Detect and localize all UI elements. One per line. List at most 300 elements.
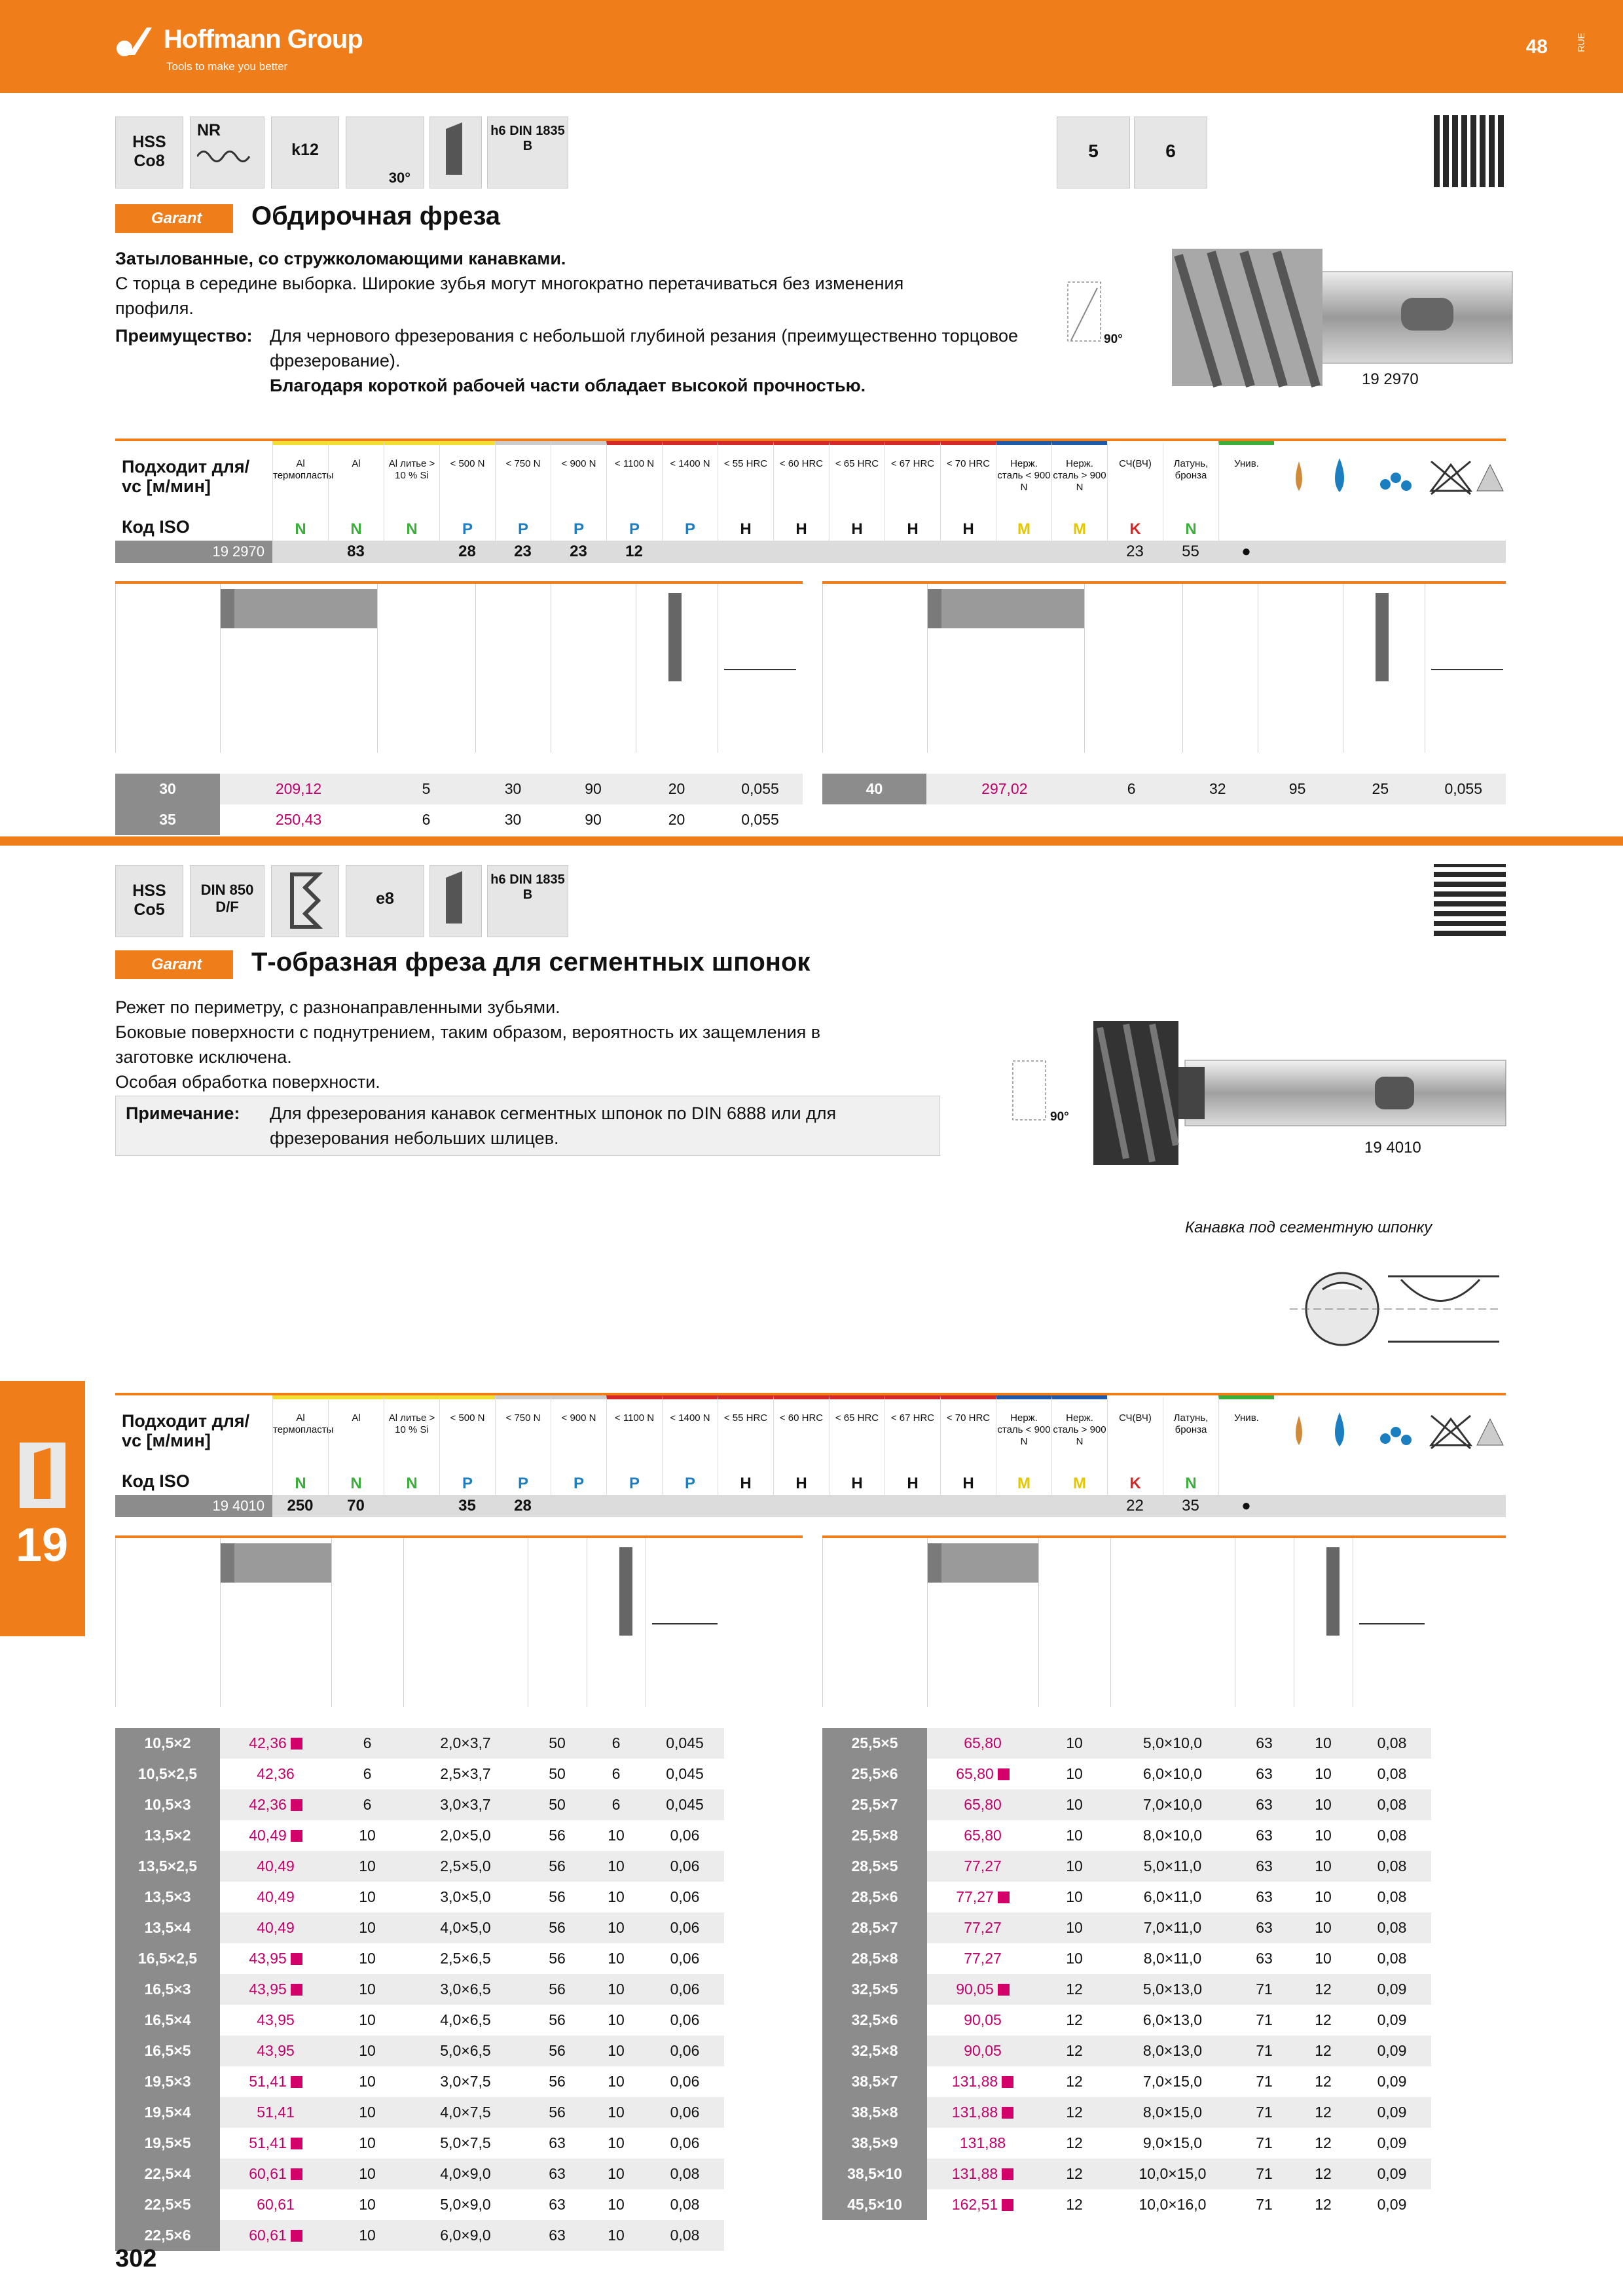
cell-text: 12 — [1066, 2104, 1083, 2121]
profile-nr-icon — [190, 117, 264, 188]
cell-text: 0,08 — [1377, 1765, 1407, 1782]
cell-text: 0,09 — [1377, 2196, 1407, 2213]
iso-code: H — [851, 520, 863, 538]
advantage-text: Для чернового фрезерования с небольшой глубиной резания (преимущественно торцовое фрезерование). — [270, 326, 1019, 370]
material-values-2 — [272, 1495, 1506, 1517]
price-cell — [220, 2097, 331, 2128]
price-cell — [927, 1912, 1038, 1943]
article-number — [220, 589, 377, 628]
cell-text: 32,5×8 — [851, 2042, 898, 2059]
material-value: 28 — [458, 543, 476, 560]
cell-text: 19,5×5 — [144, 2134, 191, 2151]
value-cell — [528, 1943, 587, 1974]
value-cell — [403, 1974, 528, 2005]
section-number: 19 — [16, 1519, 69, 1571]
cell-text: 56 — [549, 1888, 566, 1905]
cell-text: 0,06 — [670, 1950, 700, 1967]
cell-text: 13,5×2,5 — [137, 1857, 198, 1874]
price-cell — [927, 1728, 1038, 1759]
teeth-5-icon: 5 — [1057, 117, 1130, 188]
dimension-cell — [115, 2036, 220, 2066]
value-cell — [1235, 1759, 1294, 1789]
value-cell — [646, 1974, 724, 2005]
cell-text: 0,06 — [670, 1981, 700, 1998]
material-name: Al — [352, 1412, 361, 1424]
cell-text: 0,055 — [1444, 780, 1483, 797]
cell-text: 0,06 — [670, 1827, 700, 1844]
cell-text: 2,5×6,5 — [440, 1950, 491, 1967]
value-cell — [528, 1882, 587, 1912]
cell-text: 63 — [1256, 1796, 1273, 1813]
cell-text: 0,09 — [1377, 2073, 1407, 2090]
cell-text: 63 — [549, 2165, 566, 2182]
value-cell — [1110, 1728, 1235, 1759]
price-cell — [927, 1974, 1038, 2005]
material-value: 55 — [1182, 543, 1199, 560]
table-row — [822, 2097, 1431, 2128]
material-value: 70 — [347, 1497, 365, 1515]
value-cell — [1294, 1912, 1353, 1943]
cell-text: 10 — [359, 1919, 376, 1936]
material-value — [884, 541, 940, 563]
value-cell — [646, 2189, 724, 2220]
value-cell — [587, 2159, 646, 2189]
value-cell — [1038, 1943, 1110, 1974]
value-cell — [403, 2005, 528, 2036]
cell-text: 16,5×4 — [144, 2011, 191, 2028]
garant-logo: Garant — [115, 204, 233, 233]
iso-code: N — [1185, 1475, 1197, 1492]
twk-label — [927, 1543, 941, 1583]
material-name: < 1100 N — [614, 1412, 655, 1424]
cell-text: 40,49 — [257, 1919, 295, 1936]
cell-text: 71 — [1256, 2011, 1273, 2028]
cell-text: 7,0×10,0 — [1142, 1796, 1203, 1813]
cell-text: 12 — [1066, 2011, 1083, 2028]
value-cell — [1235, 1974, 1294, 2005]
cell-text: 13,5×3 — [144, 1888, 191, 1905]
cell-text: 10 — [359, 2104, 376, 2121]
cell-text: 0,045 — [666, 1765, 704, 1782]
cell-text: 0,09 — [1377, 1981, 1407, 1998]
slot-caption: Канавка под сегментную шпонку — [1185, 1219, 1432, 1236]
dimension-cell — [822, 2159, 927, 2189]
column-separator — [822, 584, 823, 753]
value-cell — [587, 2220, 646, 2251]
cell-text: 0,06 — [670, 2042, 700, 2059]
cell-text: 38,5×10 — [847, 2165, 902, 2182]
cell-text: 0,09 — [1377, 2134, 1407, 2151]
availability-marker-icon — [1002, 2168, 1013, 2180]
table-row — [115, 1789, 724, 1820]
dimension-cell — [822, 1912, 927, 1943]
price-cell — [927, 1789, 1038, 1820]
value-cell — [528, 2097, 587, 2128]
cell-text: 63 — [1256, 1827, 1273, 1844]
value-cell — [1294, 1759, 1353, 1789]
fz-condition — [652, 1623, 718, 1624]
product2-table-right — [822, 1535, 1506, 2220]
table-row — [822, 2189, 1431, 2220]
value-cell — [1353, 1974, 1431, 2005]
value-cell — [1110, 1759, 1235, 1789]
matrix-label-2: Подходит для/ vc [м/мин] — [122, 1411, 250, 1450]
fz-condition — [1431, 669, 1503, 670]
table-header — [115, 1535, 803, 1704]
column-separator — [1038, 1538, 1039, 1707]
cell-text: 56 — [549, 1981, 566, 1998]
iso-code: P — [684, 520, 695, 538]
material-column — [1218, 441, 1274, 541]
advantage-label: Преимущество: — [115, 326, 253, 346]
value-cell — [377, 804, 475, 835]
table-row — [822, 2005, 1431, 2036]
cell-text: 6 — [1127, 780, 1136, 797]
cell-text: 4,0×7,5 — [440, 2104, 491, 2121]
iso-code: H — [851, 1475, 863, 1492]
value-cell — [1038, 2005, 1110, 2036]
dimension-cell — [115, 2159, 220, 2189]
value-cell — [1340, 774, 1421, 804]
column-separator — [822, 1538, 823, 1707]
product2-title: Т-образная фреза для сегментных шпонок — [251, 948, 811, 977]
value-cell — [1110, 1882, 1235, 1912]
value-cell — [1294, 2189, 1353, 2220]
price-cell — [927, 2159, 1038, 2189]
material-name: < 55 HRC — [723, 458, 768, 469]
material-value — [884, 1495, 940, 1517]
availability-marker-icon — [998, 1892, 1010, 1903]
cell-text: 56 — [549, 2042, 566, 2059]
cell-text: 10 — [608, 1981, 625, 1998]
cell-text: 0,055 — [741, 780, 779, 797]
value-cell — [528, 2189, 587, 2220]
material-column — [1218, 1395, 1274, 1495]
cell-text: 0,09 — [1377, 2104, 1407, 2121]
cell-text: 5,0×6,5 — [440, 2042, 491, 2059]
cell-text: 0,06 — [670, 2011, 700, 2028]
value-cell — [636, 804, 718, 835]
cell-text: 10 — [608, 2134, 625, 2151]
cell-text: 71 — [1256, 2042, 1273, 2059]
cell-text: 35 — [159, 811, 176, 828]
unit-row — [115, 750, 803, 774]
cell-text: 0,08 — [1377, 1919, 1407, 1936]
value-cell — [331, 1759, 403, 1789]
iso-code: M — [1073, 1475, 1086, 1492]
teeth-6-icon: 6 — [1134, 117, 1207, 188]
availability-marker-icon — [1002, 2107, 1013, 2119]
cell-text: 28,5×7 — [851, 1919, 898, 1936]
cell-text: 250,43 — [275, 811, 322, 828]
cell-text: 56 — [549, 1857, 566, 1874]
cell-text: 22,5×5 — [144, 2196, 191, 2213]
value-cell — [403, 1728, 528, 1759]
advantage-bold-text: Благодаря короткой рабочей части обладает высокой прочностью. — [270, 376, 866, 395]
value-cell — [1353, 1789, 1431, 1820]
cell-text: 10,5×2,5 — [137, 1765, 198, 1782]
table-row — [822, 2066, 1431, 2097]
price-cell — [220, 1851, 331, 1882]
cell-text: 10 — [359, 1981, 376, 1998]
iso-code: H — [795, 1475, 807, 1492]
value-cell — [1110, 1789, 1235, 1820]
article-number — [927, 589, 1084, 628]
product2-image-code: 19 4010 — [1364, 1139, 1421, 1157]
material-name: < 60 HRC — [779, 458, 824, 469]
cell-text: 10 — [608, 1950, 625, 1967]
material-name: < 900 N — [561, 458, 596, 469]
material-value — [773, 1495, 829, 1517]
cell-text: 10 — [359, 1888, 376, 1905]
value-cell — [646, 1759, 724, 1789]
cell-text: 0,09 — [1377, 2165, 1407, 2182]
material-value — [773, 541, 829, 563]
value-cell — [331, 1789, 403, 1820]
material-name: < 60 HRC — [779, 1412, 824, 1424]
cell-text: 56 — [549, 1827, 566, 1844]
value-cell — [1110, 1974, 1235, 2005]
value-cell — [528, 2066, 587, 2097]
material-name: Al литье > 10 % Si — [388, 458, 435, 481]
cell-text: 0,06 — [670, 1888, 700, 1905]
table-row — [822, 2036, 1431, 2066]
material-value — [551, 1495, 606, 1517]
material-value: 35 — [1182, 1497, 1199, 1515]
value-cell — [528, 1728, 587, 1759]
cell-text: 10 — [359, 2134, 376, 2151]
value-cell — [1180, 774, 1255, 804]
cell-text: 13,5×4 — [144, 1919, 191, 1936]
material-value — [940, 1495, 996, 1517]
value-cell — [646, 1912, 724, 1943]
shank-drawing-icon — [613, 1547, 639, 1639]
value-cell — [377, 774, 475, 804]
price-cell — [927, 1820, 1038, 1851]
availability-marker-icon — [291, 1984, 302, 1996]
material-column — [439, 441, 495, 541]
value-cell — [403, 2128, 528, 2159]
iso-code: K — [1129, 1475, 1141, 1492]
cell-text: 6,0×11,0 — [1143, 1888, 1202, 1905]
dimension-cell — [822, 2005, 927, 2036]
dimension-cell — [822, 1728, 927, 1759]
cell-text: 6,0×10,0 — [1142, 1765, 1203, 1782]
material-column — [606, 1395, 662, 1495]
cell-text: 7,0×11,0 — [1143, 1919, 1202, 1936]
cell-text: 2,0×3,7 — [440, 1734, 491, 1751]
material-column — [1107, 1395, 1163, 1495]
shank-h6-label: h6 DIN 1835 B — [490, 124, 565, 153]
cell-text: 297,02 — [981, 780, 1028, 797]
value-cell — [1353, 1943, 1431, 1974]
angle-90-label-2: 90° — [1050, 1110, 1069, 1124]
value-cell — [1235, 2128, 1294, 2159]
cell-text: 90 — [585, 811, 602, 828]
material-value: 23 — [570, 543, 587, 560]
cell-text: 12 — [1066, 2042, 1083, 2059]
table-row — [822, 1943, 1431, 1974]
value-cell — [331, 1882, 403, 1912]
tolerance-k12-icon: k12 — [271, 117, 339, 188]
cell-text: 0,045 — [666, 1796, 704, 1813]
price-cell — [927, 2005, 1038, 2036]
cell-text: 10 — [608, 2196, 625, 2213]
cell-text: 40,49 — [257, 1888, 295, 1905]
cell-text: 10 — [359, 2042, 376, 2059]
cell-text: 10 — [1315, 1734, 1332, 1751]
cell-text: 10 — [1315, 1950, 1332, 1967]
value-cell — [1353, 2005, 1431, 2036]
cell-text: 28,5×5 — [851, 1857, 898, 1874]
cell-text: 42,36 — [249, 1734, 287, 1751]
iso-code: H — [795, 520, 807, 538]
value-cell — [403, 1882, 528, 1912]
qr-code-icon[interactable] — [1434, 115, 1506, 187]
value-cell — [331, 2097, 403, 2128]
material-value — [384, 1495, 439, 1517]
table-row — [822, 1728, 1431, 1759]
value-cell — [1038, 1882, 1110, 1912]
shank-h6-label-2: h6 DIN 1835 B — [490, 872, 565, 902]
material-value: 12 — [625, 543, 643, 560]
cell-text: 3,0×6,5 — [440, 1981, 491, 1998]
material-name: < 750 N — [505, 458, 541, 469]
material-column — [1051, 441, 1107, 541]
value-cell — [1110, 2097, 1235, 2128]
value-cell — [1235, 2066, 1294, 2097]
value-cell — [1353, 1728, 1431, 1759]
value-cell — [1083, 774, 1180, 804]
cell-text: 10 — [608, 2227, 625, 2244]
cell-text: 12 — [1315, 2011, 1332, 2028]
cell-text: 10 — [359, 1857, 376, 1874]
material-value: ● — [1241, 543, 1251, 560]
material-name: Унив. — [1234, 458, 1259, 469]
material-column — [551, 1395, 606, 1495]
column-separator — [220, 1538, 221, 1707]
value-cell — [587, 2066, 646, 2097]
cell-text: 43,95 — [249, 1981, 287, 1998]
table-row — [115, 2220, 724, 2251]
value-cell — [475, 774, 551, 804]
data-table — [115, 774, 803, 835]
price-cell — [220, 2066, 331, 2097]
cell-text: 71 — [1256, 2104, 1273, 2121]
cell-text: 12 — [1066, 1981, 1083, 1998]
price-cell — [220, 2036, 331, 2066]
shank-h6-icon — [487, 117, 568, 188]
cell-text: 4,0×6,5 — [440, 2011, 491, 2028]
value-cell — [646, 2005, 724, 2036]
price-cell — [220, 1943, 331, 1974]
table-row — [822, 1851, 1431, 1882]
cell-text: 209,12 — [275, 780, 322, 797]
value-cell — [1294, 2005, 1353, 2036]
cell-text: 22,5×6 — [144, 2227, 191, 2244]
value-cell — [587, 1789, 646, 1820]
cell-text: 28,5×8 — [851, 1950, 898, 1967]
cell-text: 16,5×5 — [144, 2042, 191, 2059]
value-cell — [1294, 2066, 1353, 2097]
value-cell — [1235, 2159, 1294, 2189]
cell-text: 10 — [608, 2011, 625, 2028]
cell-text: 51,41 — [257, 2104, 295, 2121]
cell-text: 10 — [608, 2042, 625, 2059]
value-cell — [1038, 1759, 1110, 1789]
value-cell — [403, 1943, 528, 1974]
cell-text: 10 — [1315, 1827, 1332, 1844]
unit-row — [822, 750, 1506, 774]
value-cell — [646, 1943, 724, 1974]
dimension-cell — [822, 2066, 927, 2097]
value-cell — [646, 2128, 724, 2159]
value-cell — [1353, 2036, 1431, 2066]
dimension-cell — [822, 1789, 927, 1820]
unit-row — [115, 1704, 803, 1728]
cell-text: 8,0×15,0 — [1142, 2104, 1203, 2121]
fz-condition — [1359, 1623, 1425, 1624]
value-cell — [331, 2189, 403, 2220]
cell-text: 0,08 — [1377, 1950, 1407, 1967]
column-separator — [331, 1538, 332, 1707]
iso-code: H — [907, 1475, 919, 1492]
iso-code: P — [629, 520, 640, 538]
product1-table-right — [822, 581, 1506, 804]
hoffmann-logo-icon — [115, 24, 156, 60]
cell-text: 50 — [549, 1765, 566, 1782]
price-cell — [927, 1882, 1038, 1912]
twk-label — [220, 589, 234, 628]
value-cell — [403, 1789, 528, 1820]
value-cell — [1038, 1912, 1110, 1943]
price-cell — [927, 2189, 1038, 2220]
qr-code-icon-2[interactable] — [1434, 864, 1506, 936]
value-cell — [403, 1851, 528, 1882]
cell-text: 65,80 — [956, 1765, 994, 1782]
dimension-cell — [115, 804, 220, 835]
value-cell — [587, 1759, 646, 1789]
price-cell — [220, 2220, 331, 2251]
cell-text: 77,27 — [956, 1888, 994, 1905]
value-cell — [1235, 2036, 1294, 2066]
material-name: Латунь, бронза — [1173, 1412, 1209, 1435]
value-cell — [403, 2066, 528, 2097]
availability-marker-icon — [291, 1799, 302, 1811]
value-cell — [1294, 1820, 1353, 1851]
material-name: < 70 HRC — [946, 1412, 991, 1424]
material-value: 22 — [1126, 1497, 1144, 1515]
value-cell — [403, 1820, 528, 1851]
availability-marker-icon — [291, 2076, 302, 2088]
material-value: 23 — [1126, 543, 1144, 560]
material-column — [1163, 441, 1218, 541]
cell-text: 50 — [549, 1734, 566, 1751]
cell-text: 0,06 — [670, 1857, 700, 1874]
roughing-mill-image — [1159, 236, 1525, 406]
material-value: 35 — [458, 1497, 476, 1515]
cell-text: 56 — [549, 2104, 566, 2121]
cell-text: 12 — [1066, 2196, 1083, 2213]
cell-text: 13,5×2 — [144, 1827, 191, 1844]
product1-image-code: 19 2970 — [1362, 370, 1419, 388]
iso-code: H — [740, 1475, 752, 1492]
material-name: < 70 HRC — [946, 458, 991, 469]
table-row — [822, 1912, 1431, 1943]
dimension-cell — [822, 1820, 927, 1851]
material-values-1 — [272, 541, 1506, 563]
value-cell — [331, 1820, 403, 1851]
